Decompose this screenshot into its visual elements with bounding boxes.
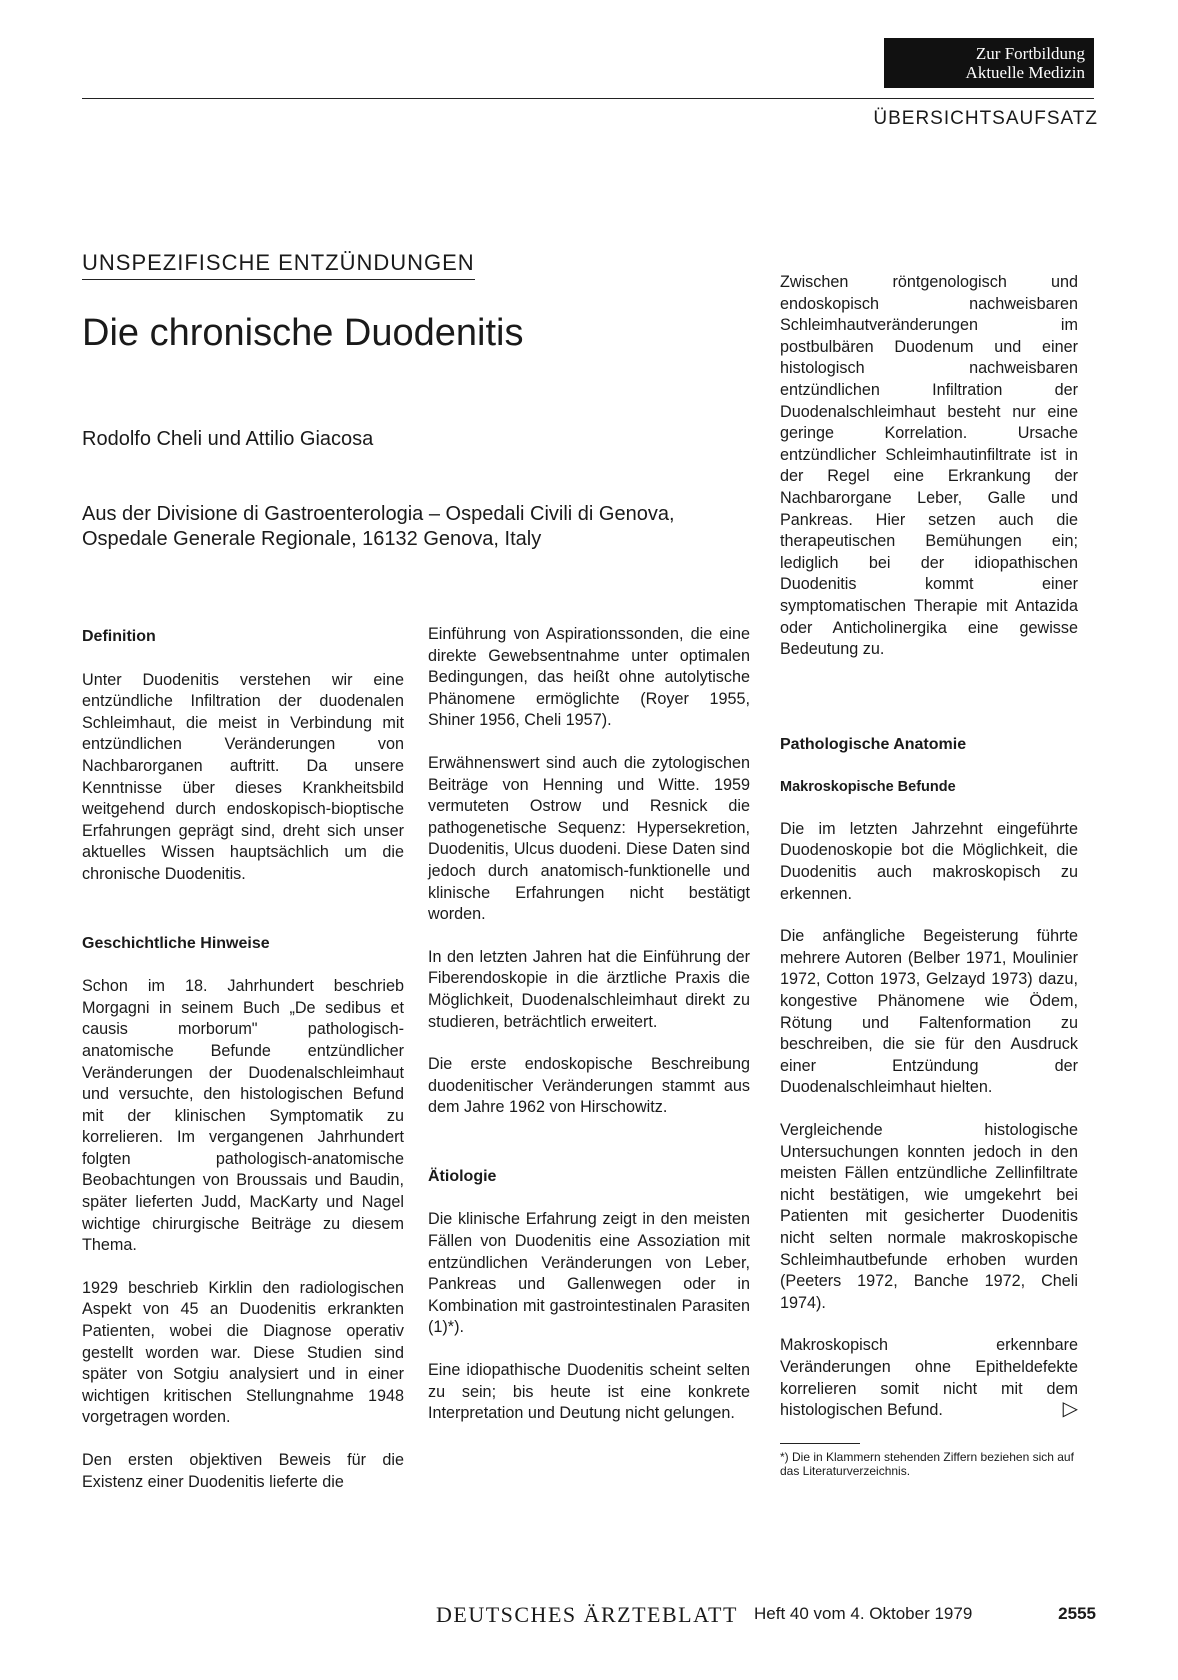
page-footer: [436, 1602, 1096, 1632]
paragraph: Schon im 18. Jahrhundert beschrieb Morgagni in seinem Buch „De sedibus et causis morborum" pathologisch-anatomische Befunde entzündlicher Veränderungen der Duodenalschleimhaut und versuchte, den histologischen Befund mit der klinischen Symptomatik zu korrelieren. Im vergangenen Jahrhundert folgten pathologisch-anatomische Beobachtungen von Broussais und Baudin, später lieferten Judd, MacKarty und Nagel wichtige chirurgische Beiträge zu diesem Thema.: [82, 977, 404, 1255]
article-affiliation: [82, 502, 675, 552]
affiliation-line-1: Aus der Divisione di Gastroenterologia – Ospedali Civili di Genova,: [82, 503, 675, 525]
heading-pathology: Pathologische Anatomie: [780, 735, 967, 753]
header-rule: [82, 98, 1094, 99]
subheading-macroscopic: Makroskopische Befunde: [780, 779, 956, 796]
article-authors: Rodolfo Cheli und Attilio Giacosa: [82, 428, 374, 450]
text-column-1: [82, 626, 404, 1514]
heading-definition: Definition: [82, 628, 156, 645]
paragraph: Die klinische Erfahrung zeigt in den meisten Fällen von Duodenitis eine Assoziation mit entzündlichen Veränderungen von Leber, Pankreas und Gallenwegen oder in Kombination mit gastrointestinalen Parasiten (1)*).: [428, 1210, 750, 1337]
footnote: *) Die in Klammern stehenden Ziffern beziehen sich auf das Literaturverzeichnis.: [780, 1449, 1074, 1478]
category-badge: [884, 38, 1094, 88]
journal-name: DEUTSCHES ÄRZTEBLATT: [436, 1602, 738, 1627]
paragraph: Eine idiopathische Duodenitis scheint selten zu sein; bis heute ist eine konkrete Interpretation und Deutung nicht gelungen.: [428, 1361, 750, 1423]
heading-etiology: Ätiologie: [428, 1167, 497, 1185]
footnote-rule: [780, 1443, 860, 1444]
paragraph-text: Makroskopisch erkennbare Veränderungen ohne Epitheldefekte korrelieren somit nicht mit dem histologischen Befund.: [780, 1336, 1078, 1420]
issue-info: Heft 40 vom 4. Oktober 1979: [754, 1604, 973, 1623]
paragraph: 1929 beschrieb Kirklin den radiologischen Aspekt von 45 an Duodenitis erkrankten Patienten, wobei die Diagnose operativ gestellt worden war. Diese Studien sind später von Sotgiu analysiert und in einer wichtigen kritischen Stellungnahme 1948 vorgetragen worden.: [82, 1278, 404, 1427]
badge-line-1: Zur Fortbildung: [975, 44, 1085, 63]
section-label: ÜBERSICHTSAUFSATZ: [873, 108, 1098, 129]
text-column-3: [780, 272, 1078, 1478]
affiliation-line-2: Ospedale Generale Regionale, 16132 Genova, Italy: [82, 528, 542, 550]
heading-history: Geschichtliche Hinweise: [82, 934, 270, 952]
paragraph: Den ersten objektiven Beweis für die Existenz einer Duodenitis lieferte die: [82, 1451, 404, 1491]
paragraph: Die anfängliche Begeisterung führte mehrere Autoren (Belber 1971, Moulinier 1972, Cotton 1973, Gelzayd 1973) dazu, kongestive Phänomene wie Ödem, Rötung und Faltenformation zu beschreiben, die sie für den Ausdruck einer Entzündung der Duodenalschleimhaut hielten.: [780, 927, 1078, 1097]
paragraph: Unter Duodenitis verstehen wir eine entzündliche Infiltration der duodenalen Schleimhaut, die meist in Verbindung mit entzündlichen Veränderungen von Nachbarorganen auftritt. Da unsere Kenntnisse über dieses Krankheitsbild weitgehend durch endoskopisch-bioptische Erfahrungen geprägt sind, dreht sich unser aktuelles Wissen hauptsächlich um die chronische Duodenitis.: [82, 670, 404, 883]
paragraph: Die im letzten Jahrzehnt eingeführte Duodenoskopie bot die Möglichkeit, die Duodenitis auch makroskopisch zu erkennen.: [780, 819, 1078, 903]
badge-line-2: Aktuelle Medizin: [965, 63, 1085, 82]
article-kicker: UNSPEZIFISCHE ENTZÜNDUNGEN: [82, 250, 475, 280]
paragraph: Erwähnenswert sind auch die zytologischen Beiträge von Henning und Witte. 1959 vermuteten Ostrow und Resnick die pathogenetische Sequenz: Hypersekretion, Duodenitis, Ulcus duodeni. Diese Daten sind jedoch durch anatomisch-funktionelle und klinische Erfahrungen nicht bestätigt worden.: [428, 753, 750, 924]
text-column-2: [428, 624, 750, 1446]
paragraph: Zwischen röntgenologisch und endoskopisch nachweisbaren Schleimhautveränderungen im postbulbären Duodenum und einer histologisch nachweisbaren entzündlichen Infiltration der Duodenalschleimhaut besteht nur eine geringe Korrelation. Ursache entzündlicher Schleimhautinfiltrate ist in der Regel eine Erkrankung der Nachbarorgane Leber, Galle und Pankreas. Hier setzen auch die therapeutischen Bemühungen ein; lediglich bei der idiopathischen Duodenitis kommt einer symptomatischen Therapie mit Antazida oder Anticholinergika eine gewisse Bedeutung zu.: [780, 273, 1078, 659]
paragraph: Vergleichende histologische Untersuchungen konnten jedoch in den meisten Fällen entzündliche Zellinfiltrate nicht bestätigen, wie umgekehrt bei Patienten mit gesicherter Duodenitis nicht selten normale makroskopische Schleimhautbefunde erhoben wurden (Peeters 1972, Banche 1972, Cheli 1974).: [780, 1121, 1078, 1312]
paragraph: In den letzten Jahren hat die Einführung der Fiberendoskopie in die ärztliche Praxis die Möglichkeit, Duodenalschleimhaut direkt zu studieren, beträchtlich erweitert.: [428, 947, 750, 1031]
paragraph: Einführung von Aspirationssonden, die eine direkte Gewebsentnahme unter optimalen Bedingungen, das heißt ohne autolytische Phänomene ermöglichte (Royer 1955, Shiner 1956, Cheli 1957).: [428, 625, 750, 730]
article-title: Die chronische Duodenitis: [82, 312, 524, 354]
page-number: 2555: [1058, 1604, 1096, 1623]
paragraph: Die erste endoskopische Beschreibung duodenitischer Veränderungen stammt aus dem Jahre 1962 von Hirschowitz.: [428, 1055, 750, 1117]
paragraph: [780, 1335, 1078, 1421]
continue-arrow-icon: ▷: [1062, 1398, 1078, 1421]
